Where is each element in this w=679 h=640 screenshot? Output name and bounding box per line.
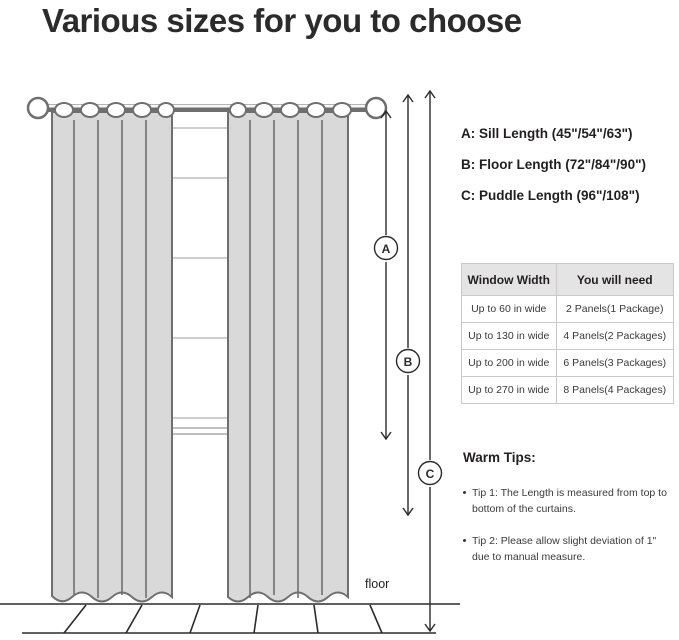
floor-lines (0, 604, 460, 633)
marker-a-label: A (381, 242, 391, 256)
bullet-icon (463, 539, 466, 542)
table-cell-width: Up to 130 in wide (462, 323, 557, 350)
curtain-panel-right (228, 103, 351, 602)
measure-b (403, 95, 413, 515)
tip-item (463, 533, 673, 565)
table-cell-width: Up to 200 in wide (462, 350, 557, 377)
table-cell-need: 2 Panels(1 Package) (556, 296, 674, 323)
table-row (462, 323, 674, 350)
curtain-panel-left (52, 103, 174, 602)
marker-c-label: C (425, 467, 435, 481)
table-cell-need: 4 Panels(2 Packages) (556, 323, 674, 350)
tip-text: Tip 2: Please allow slight deviation of 1" due to manual measure. (472, 535, 657, 563)
marker-b-label: B (403, 355, 413, 369)
table-row (462, 296, 674, 323)
legend-item-c: C: Puddle Length (96"/108") (461, 188, 640, 203)
page-title: Various sizes for you to choose (42, 2, 522, 39)
legend-item-b: B: Floor Length (72"/84"/90") (461, 157, 646, 172)
table-cell-width: Up to 60 in wide (462, 296, 557, 323)
table-row (462, 350, 674, 377)
window-width-table (461, 263, 674, 404)
warm-tips-title: Warm Tips: (463, 450, 536, 465)
table-header-row (462, 264, 674, 296)
table-header-window-width: Window Width (462, 264, 557, 296)
table-cell-width: Up to 270 in wide (462, 377, 557, 404)
bullet-icon (463, 491, 466, 494)
length-legend (461, 126, 676, 219)
curtain-diagram (0, 70, 460, 635)
measure-c (425, 91, 435, 631)
measure-a (381, 111, 391, 439)
table-header-you-will-need: You will need (556, 264, 674, 296)
table-row (462, 377, 674, 404)
legend-item-a: A: Sill Length (45"/54"/63") (461, 126, 633, 141)
table-cell-need: 8 Panels(4 Packages) (556, 377, 674, 404)
tip-item (463, 485, 673, 517)
warm-tips-section (463, 450, 673, 581)
tip-text: Tip 1: The Length is measured from top to bottom of the curtains. (472, 487, 667, 515)
table-cell-need: 6 Panels(3 Packages) (556, 350, 674, 377)
floor-label: floor (365, 577, 390, 591)
